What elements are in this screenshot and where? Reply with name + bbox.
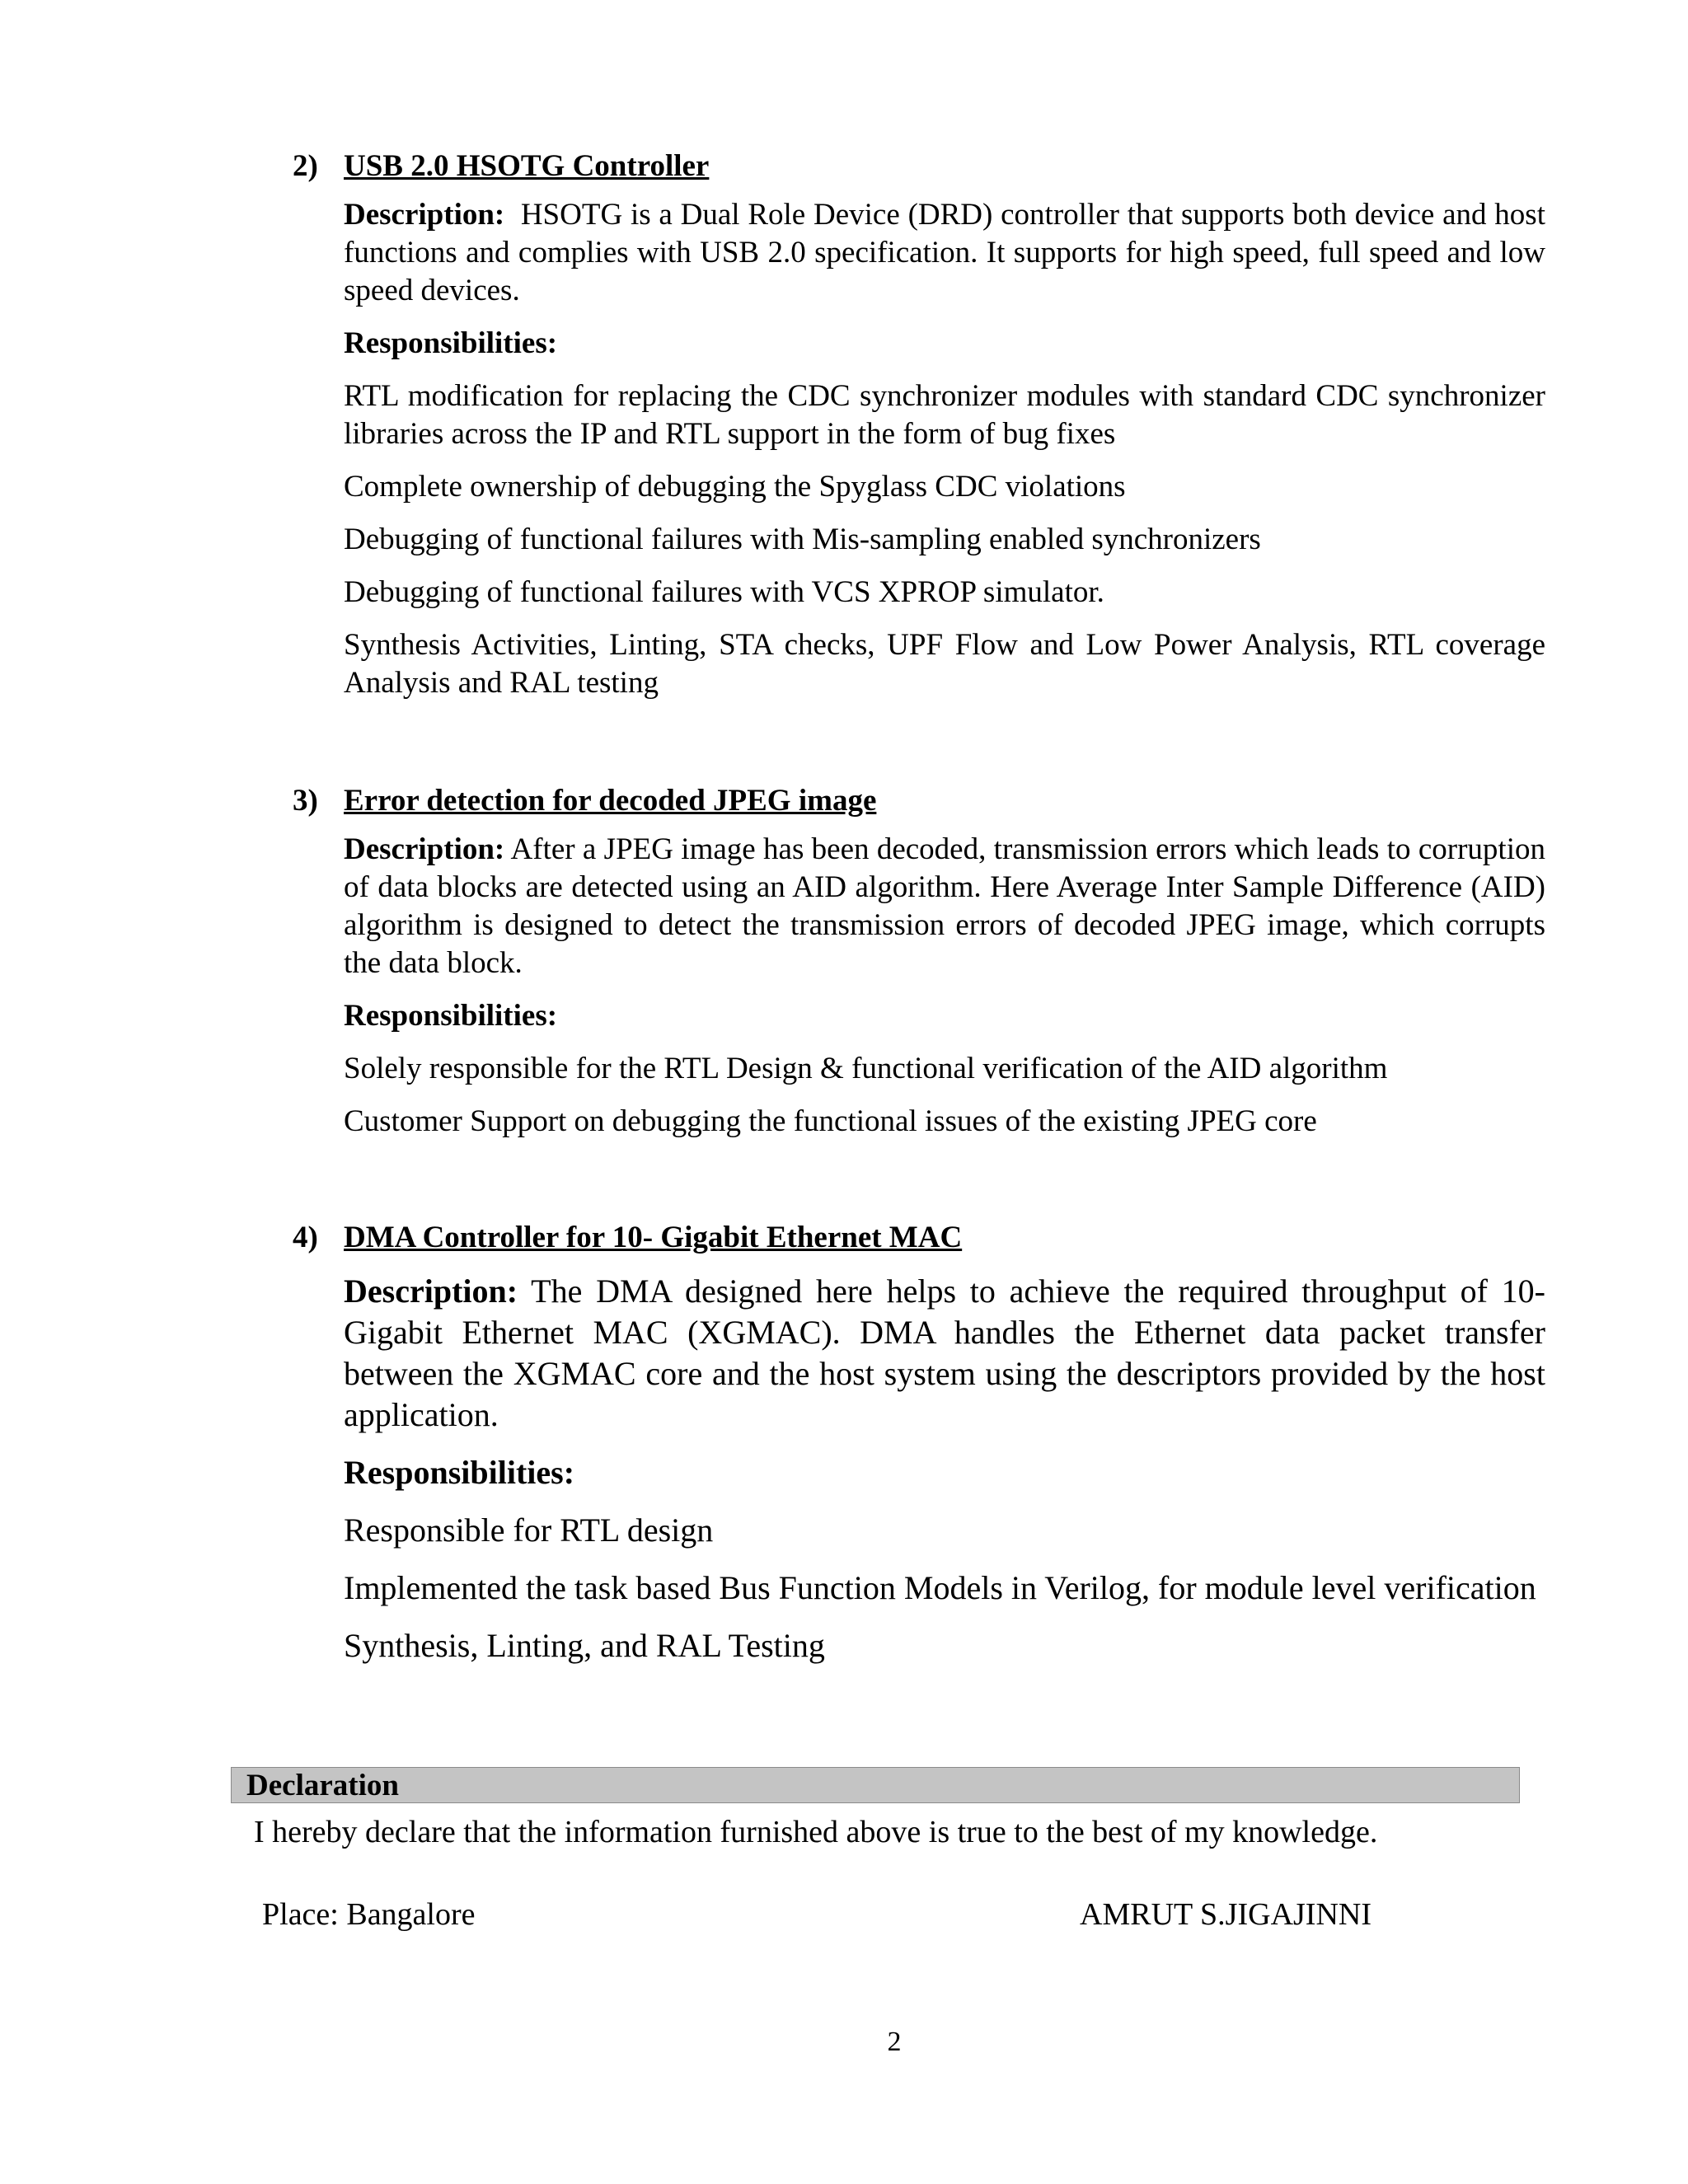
description-text: After a JPEG image has been decoded, transmission errors which leads to corruption of data blocks are detected using an AID algorithm. Here Average Inter Sample Difference (AID) algorithm is designed to detect the transmission errors of decoded JPEG image, which corrupts the data block. xyxy=(344,832,1545,980)
responsibility-item: Synthesis, Linting, and RAL Testing xyxy=(344,1627,825,1664)
signature-name: AMRUT S.JIGAJINNI xyxy=(1080,1897,1372,1932)
description-text: HSOTG is a Dual Role Device (DRD) controller that supports both device and host functions and complies with USB 2.0 specification. It supports for high speed, full speed and low speed devices. xyxy=(344,198,1545,307)
responsibility-item: Customer Support on debugging the functional issues of the existing JPEG core xyxy=(344,1104,1317,1138)
responsibilities-label: Responsibilities: xyxy=(344,999,558,1033)
place-text: Place: Bangalore xyxy=(262,1897,476,1932)
responsibility-item: Solely responsible for the RTL Design & functional verification of the AID algorithm xyxy=(344,1052,1388,1085)
responsibility-item: Implemented the task based Bus Function Models in Verilog, for module level verification xyxy=(344,1569,1536,1606)
description-label: Description: xyxy=(344,198,505,232)
project-content xyxy=(344,781,1545,1141)
responsibility-item: Responsible for RTL design xyxy=(344,1511,714,1549)
responsibilities-label: Responsibilities: xyxy=(344,326,558,360)
responsibility-item: Debugging of functional failures with Mis-sampling enabled synchronizers xyxy=(344,523,1261,556)
description-label: Description: xyxy=(344,832,505,866)
project-description xyxy=(344,196,1545,310)
description-label: Description: xyxy=(344,1272,518,1310)
project-content xyxy=(344,1218,1545,1666)
responsibility-item: Synthesis Activities, Linting, STA checks, UPF Flow and Low Power Analysis, RTL coverage Analysis and RAL testing xyxy=(344,628,1545,700)
responsibility-item: Debugging of functional failures with VCS XPROP simulator. xyxy=(344,575,1104,609)
project-description xyxy=(344,831,1545,982)
project-number: 2) xyxy=(293,149,318,183)
project-description xyxy=(344,1271,1545,1436)
description-text: The DMA designed here helps to achieve the required throughput of 10- Gigabit Ethernet MAC (XGMAC). DMA handles the Ethernet data packet transfer between the XGMAC core and the host system using the descriptors provided by the host application. xyxy=(344,1272,1546,1433)
responsibility-item: RTL modification for replacing the CDC synchronizer modules with standard CDC synchronizer libraries across the IP and RTL support in the form of bug fixes xyxy=(344,379,1545,451)
declaration-header-bar xyxy=(231,1767,1520,1803)
project-title: DMA Controller for 10- Gigabit Ethernet MAC xyxy=(344,1221,963,1254)
declaration-heading: Declaration xyxy=(246,1769,399,1802)
responsibilities-label: Responsibilities: xyxy=(344,1454,575,1491)
project-number: 3) xyxy=(293,784,318,818)
responsibility-item: Complete ownership of debugging the Spyglass CDC violations xyxy=(344,470,1126,504)
project-title: Error detection for decoded JPEG image xyxy=(344,784,877,818)
project-content xyxy=(344,147,1545,702)
declaration-text: I hereby declare that the information furnished above is true to the best of my knowledge. xyxy=(254,1815,1378,1849)
project-title: USB 2.0 HSOTG Controller xyxy=(344,149,710,183)
project-number: 4) xyxy=(293,1221,318,1254)
page-number: 2 xyxy=(887,2027,902,2057)
